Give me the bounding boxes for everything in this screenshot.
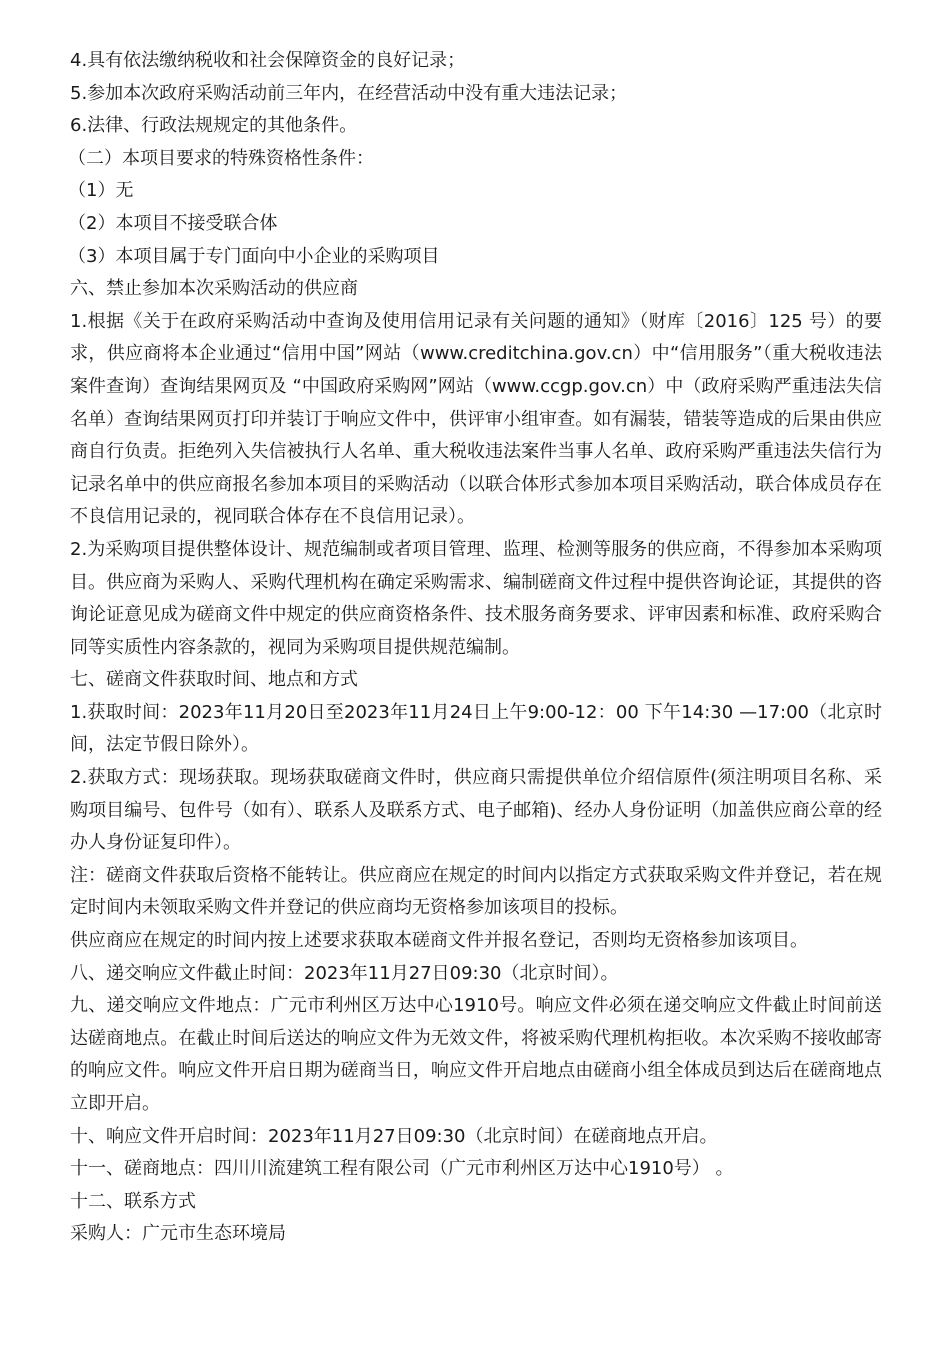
section-7-acquisition-time: 1.获取时间：2023年11月20日至2023年11月24日上午9:00-12：00 下午14:30 —17:00（北京时间，法定节假日除外）。 (70, 701, 882, 756)
section-12-heading: 十二、联系方式 (70, 1190, 196, 1212)
special-qualification-item-1: （1）无 (68, 180, 134, 202)
section-6-paragraph-2: 2.为采购项目提供整体设计、规范编制或者项目管理、监理、检测等服务的供应商，不得参加本采购项目。供应商为采购人、采购代理机构在确定采购需求、编制磋商文件过程中提供咨询论证，其提供的咨询论证意见成为磋商文件中规定的供应商资格条件、技术服务商务要求、评审因素和标准、政府采购合同等实质性内容条款的，视同为采购项目提供规范编制。 (70, 538, 882, 658)
section-8-deadline: 八、递交响应文件截止时间：2023年11月27日09:30（北京时间）。 (70, 962, 619, 984)
qualification-item-4: 4.具有依法缴纳税收和社会保障资金的良好记录； (70, 50, 466, 71)
special-qualification-item-3: （3）本项目属于专门面向中小企业的采购项目 (68, 245, 440, 267)
section-6-heading: 六、禁止参加本次采购活动的供应商 (70, 278, 358, 300)
section-7-acquisition-method: 2.获取方式：现场获取。现场获取磋商文件时，供应商只需提供单位介绍信原件(须注明项目名称、采购项目编号、包件号（如有）、联系人及联系方式、电子邮箱)、经办人身份证明（加盖供应商公章的经办人身份证复印件）。 (70, 767, 882, 854)
special-qualification-heading: （二）本项目要求的特殊资格性条件： (68, 147, 374, 169)
section-7-note: 注：磋商文件获取后资格不能转让。供应商应在规定的时间内以指定方式获取采购文件并登记，若在规定时间内未领取采购文件并登记的供应商均无资格参加该项目的投标。 (70, 864, 882, 919)
special-qualification-item-2: （2）本项目不接受联合体 (68, 212, 278, 234)
qualification-item-6: 6.法律、行政法规规定的其他条件。 (70, 115, 358, 137)
section-7-registration-notice: 供应商应在规定的时间内按上述要求获取本磋商文件并报名登记，否则均无资格参加该项目。 (70, 930, 808, 952)
section-6-paragraph-1: 1.根据《关于在政府采购活动中查询及使用信用记录有关问题的通知》（财库〔2016〕125 号）的要求，供应商将本企业通过“信用中国”网站（www.creditchina.gov.cn）中“信用服务”（重大税收违法案件查询）查询结果网页及 “中国政府采购网”网站（www.ccgp.gov.cn）中（政府采购严重违法失信名单）查询结果网页打印并装订于响应文件中，供评审小组审查。如有漏装，错装等造成的后果由供应商自行负责。拒绝列入失信被执行人名单、重大税收违法案件当事人名单、政府采购严重违法失信行为记录名单中的供应商报名参加本项目的采购活动（以联合体形式参加本项目采购活动，联合体成员存在不良信用记录的，视同联合体存在不良信用记录）。 (70, 310, 882, 528)
section-9-submission-location: 九、递交响应文件地点：广元市利州区万达中心1910号。响应文件必须在递交响应文件截止时间前送达磋商地点。在截止时间后送达的响应文件为无效文件，将被采购代理机构拒收。本次采购不接收邮寄的响应文件。响应文件开启日期为磋商当日，响应文件开启地点由磋商小组全体成员到达后在磋商地点立即开启。 (70, 995, 882, 1114)
purchaser-line: 采购人：广元市生态环境局 (70, 1223, 286, 1245)
section-11-consultation-location: 十一、磋商地点：四川川流建筑工程有限公司（广元市利州区万达中心1910号） 。 (70, 1158, 734, 1180)
section-7-heading: 七、磋商文件获取时间、地点和方式 (70, 669, 358, 691)
qualification-item-5: 5.参加本次政府采购活动前三年内，在经营活动中没有重大违法记录； (70, 82, 628, 104)
section-10-opening-time: 十、响应文件开启时间：2023年11月27日09:30（北京时间）在磋商地点开启。 (70, 1125, 718, 1147)
